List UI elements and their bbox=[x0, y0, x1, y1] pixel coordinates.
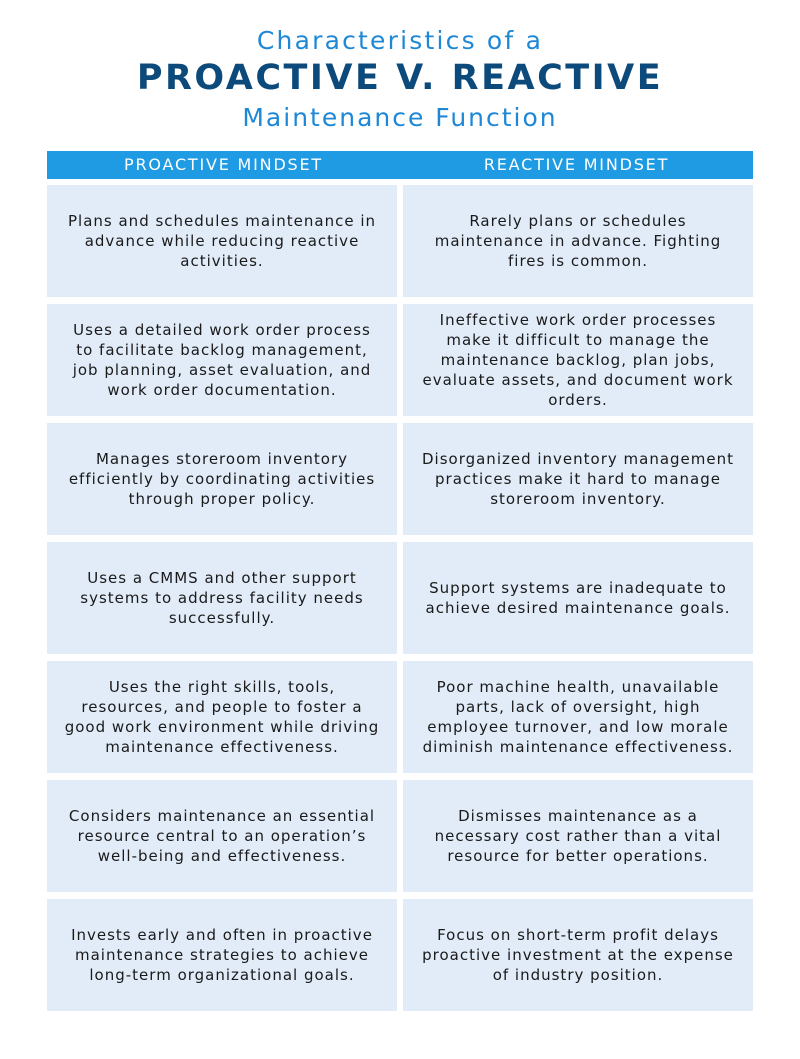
table-row bbox=[47, 899, 753, 1011]
proactive-cell: Uses the right skills, tools, resources, and people to foster a good work environment while driving maintenance effectiveness. bbox=[47, 661, 397, 773]
table-row bbox=[47, 304, 753, 416]
table-row bbox=[47, 423, 753, 535]
reactive-cell: Disorganized inventory management practices make it hard to manage storeroom inventory. bbox=[403, 423, 753, 535]
reactive-cell: Rarely plans or schedules maintenance in advance. Fighting fires is common. bbox=[403, 185, 753, 297]
title-line-3: Maintenance Function bbox=[242, 103, 558, 132]
reactive-cell: Focus on short-term profit delays proactive investment at the expense of industry position. bbox=[403, 899, 753, 1011]
proactive-cell: Uses a detailed work order process to facilitate backlog management, job planning, asset evaluation, and work order documentation. bbox=[47, 304, 397, 416]
table-row bbox=[47, 542, 753, 654]
table-header bbox=[47, 151, 753, 179]
table-row bbox=[47, 780, 753, 892]
proactive-cell: Uses a CMMS and other support systems to address facility needs successfully. bbox=[47, 542, 397, 654]
proactive-cell: Invests early and often in proactive maintenance strategies to achieve long-term organizational goals. bbox=[47, 899, 397, 1011]
table-row bbox=[47, 185, 753, 297]
proactive-cell: Considers maintenance an essential resource central to an operation’s well-being and effectiveness. bbox=[47, 780, 397, 892]
proactive-cell: Plans and schedules maintenance in advance while reducing reactive activities. bbox=[47, 185, 397, 297]
reactive-cell: Dismisses maintenance as a necessary cost rather than a vital resource for better operations. bbox=[403, 780, 753, 892]
proactive-cell: Manages storeroom inventory efficiently by coordinating activities through proper policy. bbox=[47, 423, 397, 535]
title-line-1: Characteristics of a bbox=[256, 26, 544, 55]
table-row bbox=[47, 661, 753, 773]
reactive-cell: Support systems are inadequate to achieve desired maintenance goals. bbox=[403, 542, 753, 654]
reactive-cell: Ineffective work order processes make it difficult to manage the maintenance backlog, plan jobs, evaluate assets, and document work orders. bbox=[403, 304, 753, 416]
comparison-table bbox=[47, 185, 753, 1018]
column-header-reactive: REACTIVE MINDSET bbox=[483, 155, 670, 174]
title-line-2: PROACTIVE V. REACTIVE bbox=[136, 58, 664, 98]
column-header-proactive: PROACTIVE MINDSET bbox=[124, 155, 323, 174]
reactive-cell: Poor machine health, unavailable parts, lack of oversight, high employee turnover, and low morale diminish maintenance effectiveness. bbox=[403, 661, 753, 773]
